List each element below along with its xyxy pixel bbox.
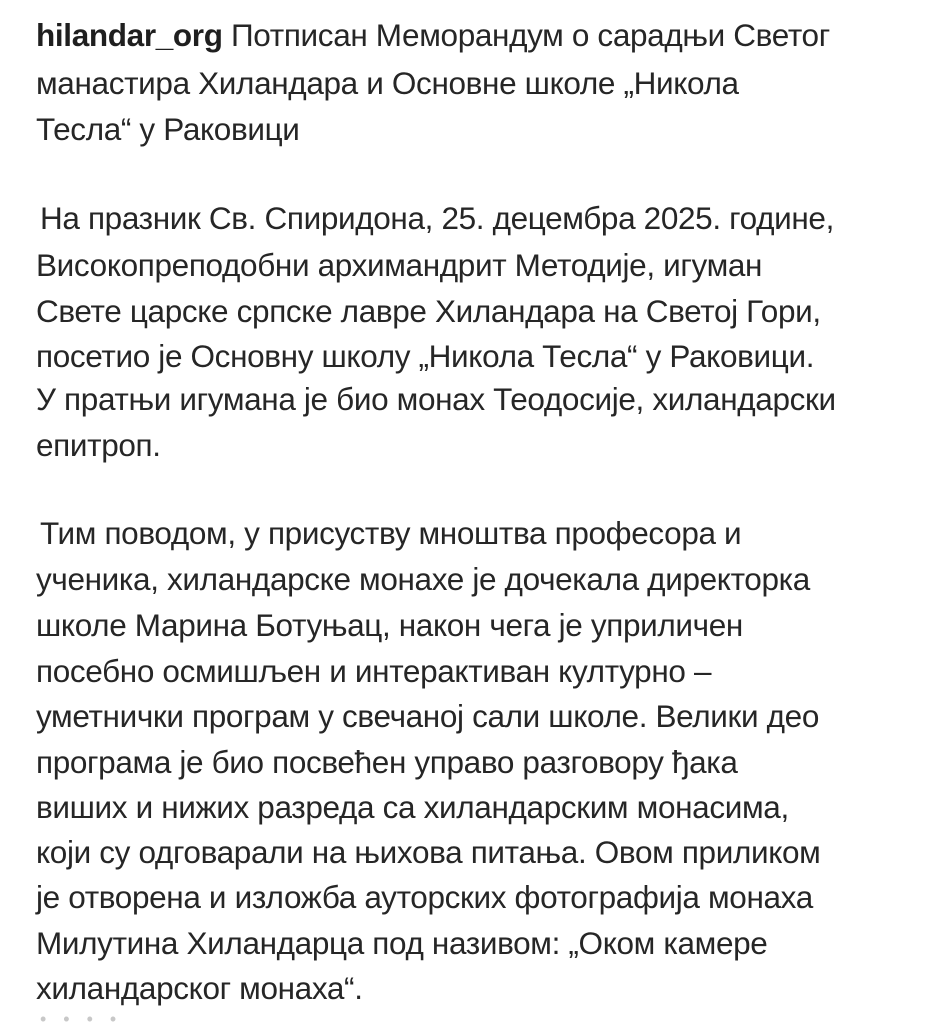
caption-line — [36, 17, 830, 53]
paragraph-line: Тим поводом, у присуству мноштва професора и — [40, 515, 742, 551]
cropped-line-remnant: • • • • — [40, 1014, 123, 1024]
paragraph-line: ученика, хиландарске монахе је дочекала директорка — [36, 561, 810, 597]
paragraph-line: посетио је Основну школу „Никола Тесла“ у Раковици. — [36, 338, 815, 374]
paragraph-line: Милутина Хиландарца под називом: „Оком камере — [36, 925, 768, 961]
paragraph-line: школе Марина Ботуњац, након чега је уприличен — [36, 607, 743, 643]
paragraph-line: посебно осмишљен и интерактиван културно – — [36, 653, 712, 689]
paragraph-line: На празник Св. Спиридона, 25. децембра 2025. године, — [40, 200, 834, 236]
paragraph-line: уметнички програм у свечаној сали школе. Велики део — [36, 698, 820, 734]
username-link[interactable]: hilandar_org — [36, 17, 223, 53]
paragraph-line: је отворена и изложба ауторских фотографија монаха — [36, 879, 813, 915]
paragraph-line: хиландарског монаха“. — [36, 970, 363, 1006]
paragraph-line: У пратњи игумана је био монах Теодосије, хиландарски — [36, 381, 836, 417]
caption-line: Тесла“ у Раковици — [36, 111, 300, 147]
paragraph-line: Високопреподобни архимандрит Методије, игуман — [36, 247, 763, 283]
caption-title-text: Потписан Меморандум о сарадњи Светог — [222, 17, 830, 53]
paragraph-line: програма је био посвећен управо разговору ђака — [36, 744, 738, 780]
paragraph-line: Свете царске српске лавре Хиландара на Светој Гори, — [36, 293, 821, 329]
paragraph-line: епитроп. — [36, 427, 161, 463]
paragraph-line: који су одговарали на њихова питања. Овом приликом — [36, 834, 821, 870]
caption-line: манастира Хиландара и Основне школе „Никола — [36, 65, 739, 101]
paragraph-line: виших и нижих разреда са хиландарским монасима, — [36, 789, 789, 825]
